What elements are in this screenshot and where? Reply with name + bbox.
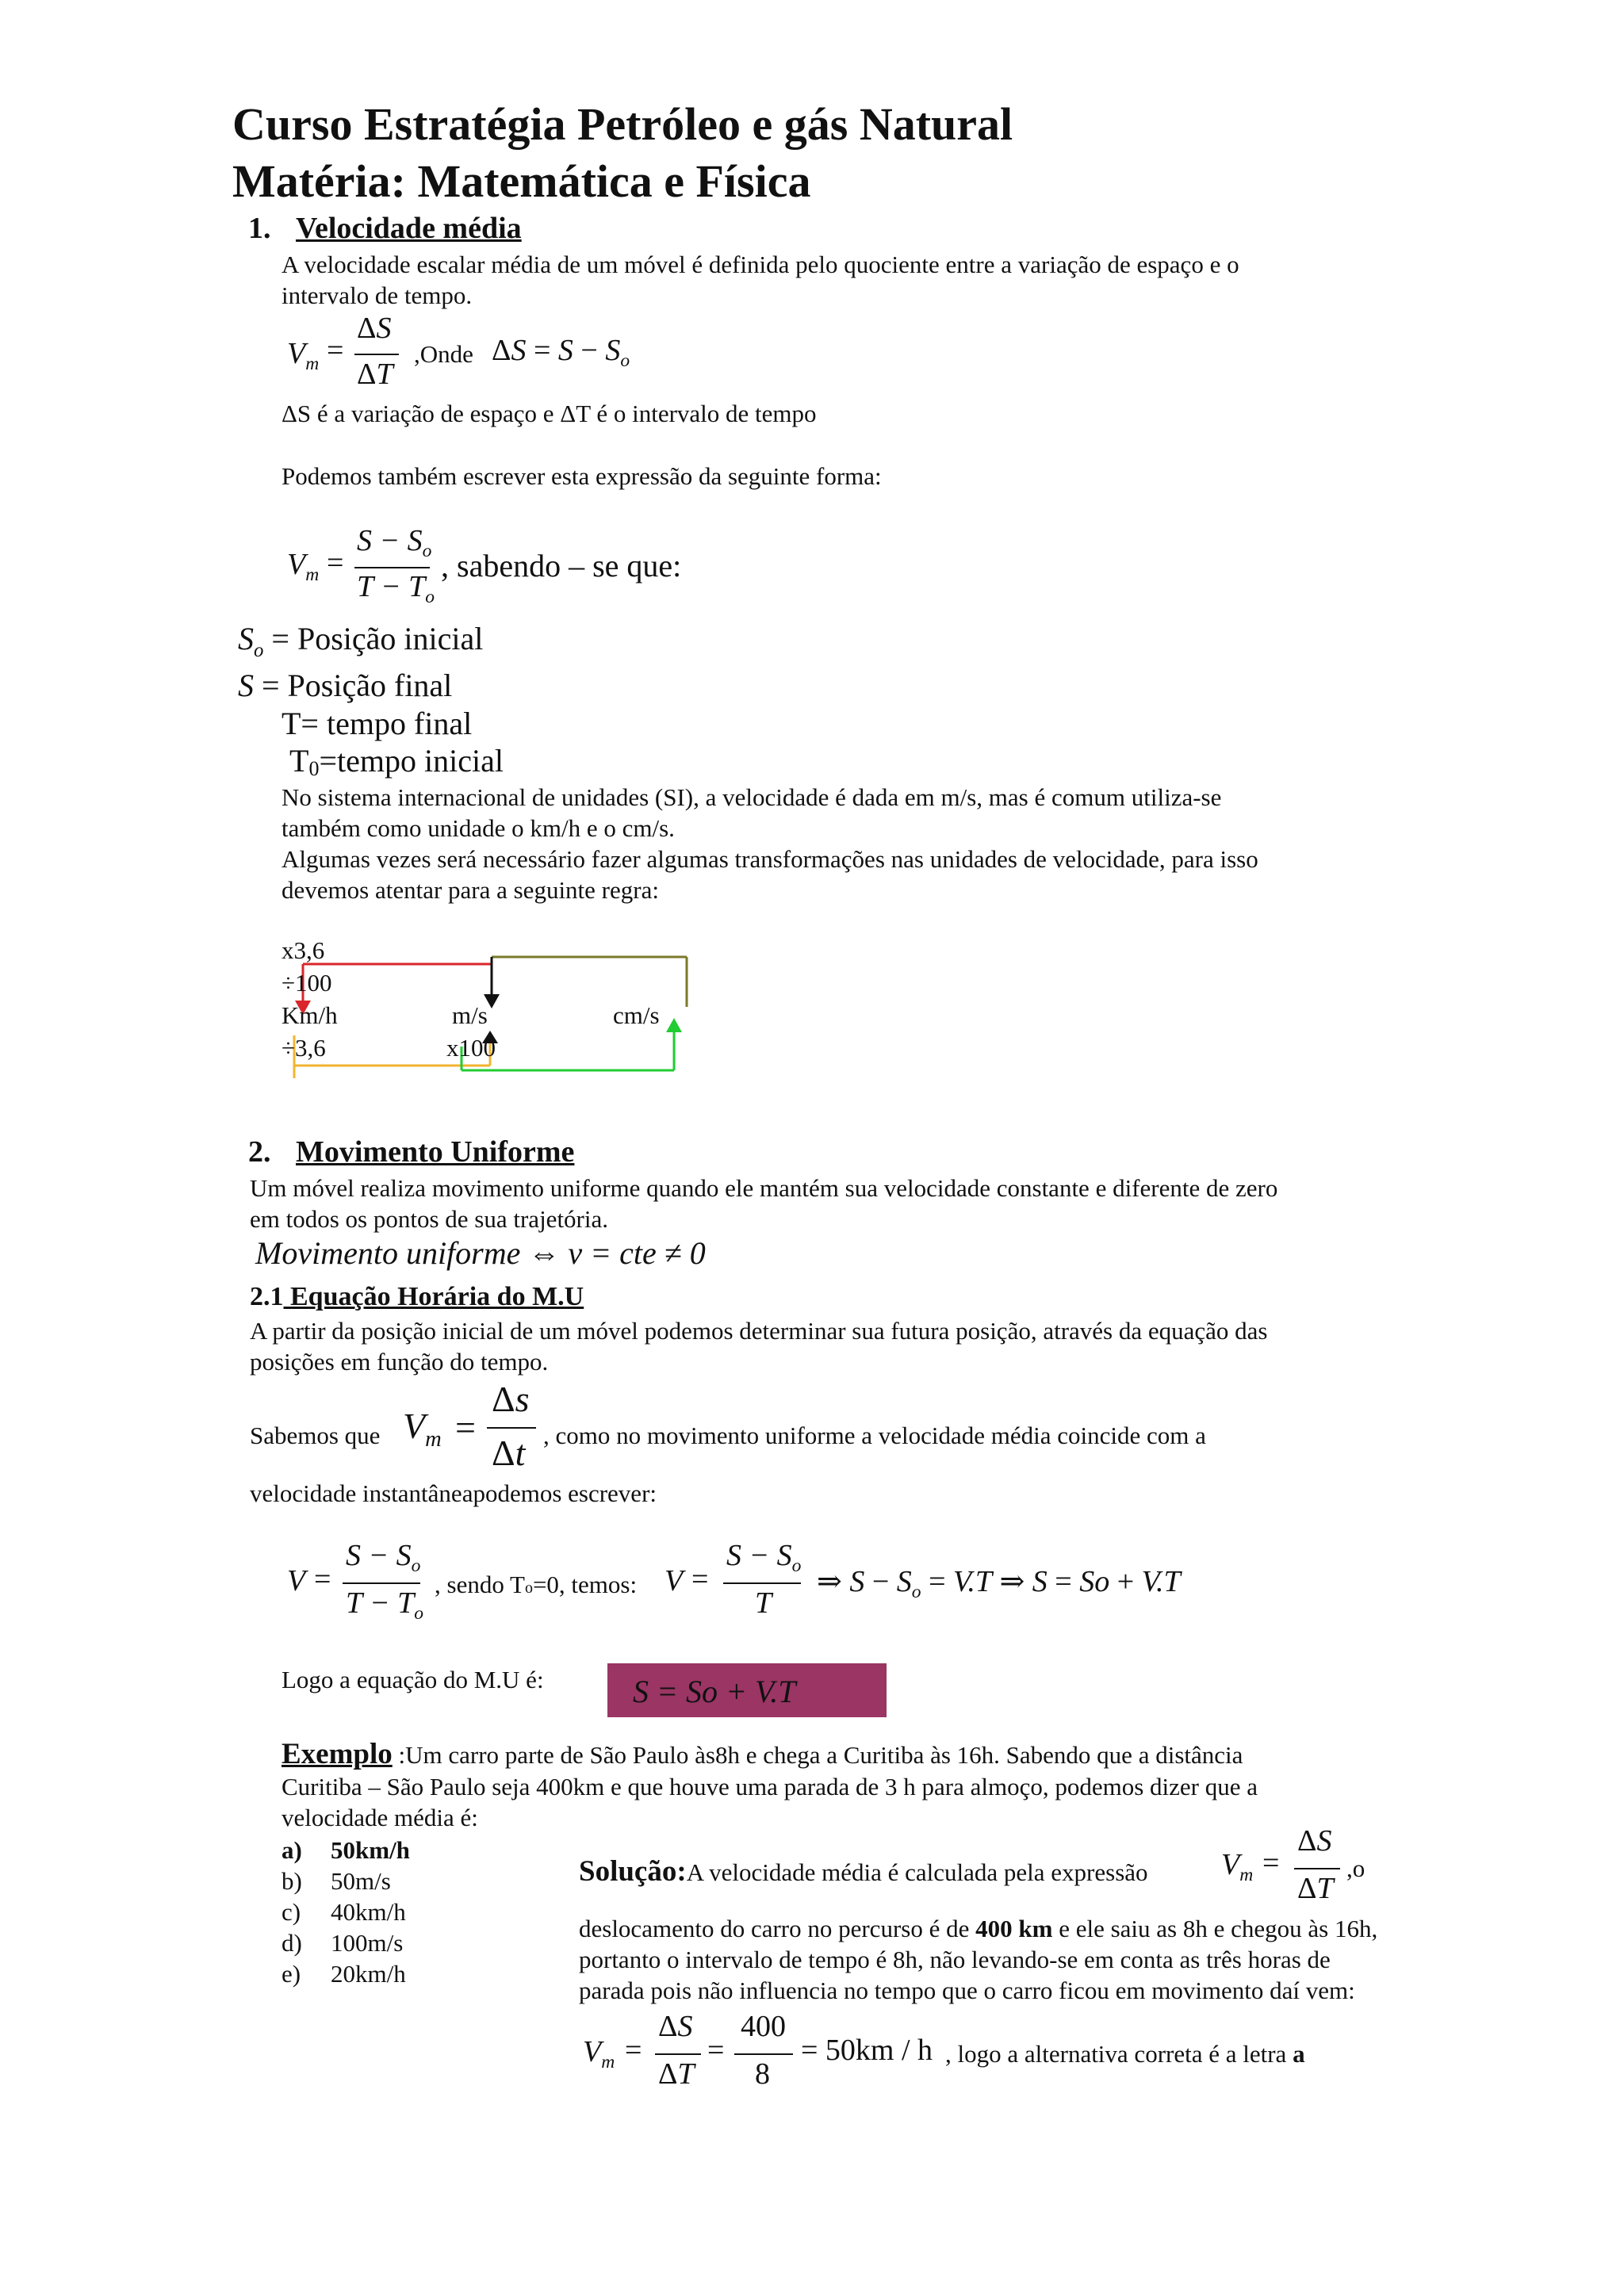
solution-o: ,o [1346, 1854, 1365, 1882]
si-line1: No sistema internacional de unidades (SI), a velocidade é dada em m/s, mas é comum utiliza-se [282, 783, 1222, 811]
section2-heading [248, 1135, 574, 1169]
example-line1: Exemplo :Um carro parte de São Paulo às8h e chega a Curitiba às 16h. Sabendo que a distância [282, 1738, 1243, 1770]
option-d: d) 100m/s [282, 1929, 404, 1957]
section1-intro-line2: intervalo de tempo. [282, 281, 473, 309]
option-e: e) 20km/h [282, 1960, 406, 1988]
section1-number: 1. [248, 212, 271, 245]
title-line1: Curso Estratégia Petróleo e gás Natural [232, 98, 1013, 150]
def-s: S = Posição final [238, 668, 453, 703]
transf-line2: devemos atentar para a seguinte regra: [282, 876, 659, 904]
sabemos-text: Sabemos que [250, 1422, 381, 1449]
label-div36: ÷3,6 [282, 1034, 326, 1062]
sabendo-text: , sabendo – se que: [441, 548, 682, 584]
solution-line2: deslocamento do carro no percurso é de 400 km e ele saiu as 8h e chegou às 16h, [579, 1915, 1378, 1942]
result-text: = 50km / h [801, 2034, 933, 2067]
label-kmh: Km/h [282, 1001, 338, 1029]
label-ms: m/s [452, 1001, 488, 1029]
section2-intro-line2: em todos os pontos de sua trajetória. [250, 1205, 608, 1233]
option-c: c) 40km/h [282, 1898, 406, 1926]
option-b: b) 50m/s [282, 1867, 391, 1895]
label-x100: x100 [446, 1034, 496, 1062]
sendo-text: , sendo To=0, temos: [435, 1571, 638, 1598]
example-line3: velocidade média é: [282, 1804, 478, 1831]
logo-text: Logo a equação do M.U é: [282, 1666, 544, 1693]
def-t: T= tempo final [282, 706, 473, 741]
example-line2: Curitiba – São Paulo seja 400km e que houve uma parada de 3 h para almoço, podemos dizer que a [282, 1773, 1258, 1800]
si-line2: também como unidade o km/h e o cm/s. [282, 814, 675, 842]
mu-equation: S = So + V.T [633, 1674, 796, 1709]
solution-line3: portanto o intervalo de tempo é 8h, não levando-se em conta as três horas de [579, 1946, 1331, 1973]
solution-line4: parada pois não influencia no tempo que o carro ficou em movimento daí vem: [579, 1976, 1355, 2004]
def-so: $S_o$ = Posição inicial [238, 621, 484, 661]
mu-formula: Movimento uniforme ⇔ v = cte ≠ 0 [255, 1235, 706, 1271]
num-400: 400 [741, 2010, 786, 2043]
transf-line1: Algumas vezes será necessário fazer algumas transformações nas unidades de velocidade, para isso [282, 845, 1258, 873]
delta-description: ΔS é a variação de espaço e ΔT é o intervalo de tempo [282, 400, 817, 427]
subsection-2-1-heading: 2.1 Equação Horária do M.U [250, 1282, 584, 1311]
mu-equation-box [607, 1663, 887, 1717]
section1-title: Velocidade média [296, 212, 522, 245]
label-x36: x3,6 [282, 936, 325, 964]
green-arrow-head [666, 1018, 682, 1032]
def-t0: T0=tempo inicial [289, 743, 504, 781]
solution-line1: Solução:A velocidade média é calculada pela expressão [579, 1855, 1148, 1888]
example-label: Exemplo [282, 1738, 393, 1770]
velocidade-inst-text: velocidade instantâneapodemos escrever: [250, 1479, 657, 1507]
den-8: 8 [755, 2057, 770, 2091]
section2-intro-line1: Um móvel realiza movimento uniforme quando ele mantém sua velocidade constante e diferente de zero [250, 1174, 1278, 1202]
formula-onde: ,Onde [414, 340, 473, 368]
alt-form-text: Podemos também escrever esta expressão da seguinte forma: [282, 462, 882, 490]
title-line2: Matéria: Matemática e Física [232, 155, 811, 207]
como-no-text: , como no movimento uniforme a velocidade média coincide com a [543, 1422, 1206, 1449]
eq-intro-line1: A partir da posição inicial de um móvel podemos determinar sua futura posição, através da equação das [250, 1317, 1268, 1345]
final-text: , logo a alternativa correta é a letra a [945, 2040, 1305, 2068]
option-a: a) 50km/h [282, 1836, 410, 1864]
label-cms: cm/s [613, 1001, 660, 1029]
eq-intro-line2: posições em função do tempo. [250, 1348, 549, 1376]
label-div100: ÷100 [282, 969, 332, 997]
section1-intro-line1: A velocidade escalar média de um móvel é definida pelo quociente entre a variação de espaço e o [282, 251, 1239, 278]
section2-number: 2. [248, 1135, 271, 1169]
section2-title: Movimento Uniforme [296, 1135, 575, 1169]
